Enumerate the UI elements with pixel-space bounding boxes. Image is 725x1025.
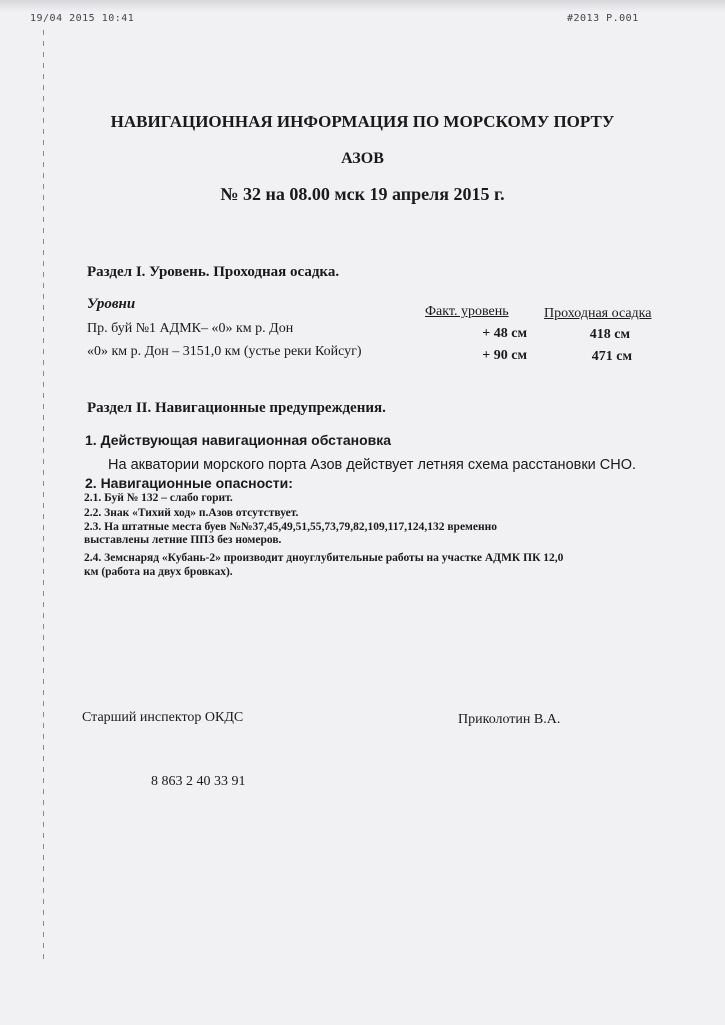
level-row-level: + 48 см [482,326,527,341]
sub2-heading: 2. Навигационные опасности: [85,475,293,491]
level-row-draft: 418 см [589,327,630,342]
hazard-item: 2.1. Буй № 132 – слабо горит. [84,492,233,504]
hazard-item: выставлены летние ППЗ без номеров. [84,534,282,546]
hazard-item: 2.4. Земснаряд «Кубань-2» производит дноуглубительные работы на участке АДМК ПК 12,0 [84,552,564,564]
fold-line [43,30,44,960]
issue-number: № 32 на 08.00 мск 19 апреля 2015 г. [220,184,505,204]
port-name: АЗОВ [341,150,384,167]
level-row-level: + 90 см [482,348,527,363]
fax-header-right: #2013 P.001 [567,13,639,24]
level-row-draft: 471 см [591,349,632,364]
level-row-place: «0» км р. Дон – 3151,0 км (устье реки Койсуг) [87,344,362,359]
levels-label: Уровни [87,296,136,312]
sub1-text: На акватории морского порта Азов действует летняя схема расстановки СНО. [108,457,637,473]
document-title: НАВИГАЦИОННАЯ ИНФОРМАЦИЯ ПО МОРСКОМУ ПОРТУ [110,112,615,131]
signer-position: Старший инспектор ОКДС [82,710,244,725]
col-draft-header: Проходная осадка [544,306,652,321]
sub1-heading: 1. Действующая навигационная обстановка [85,432,392,448]
level-row-place: Пр. буй №1 АДМК– «0» км р. Дон [87,321,294,336]
hazard-item: км (работа на двух бровках). [84,566,233,578]
signer-name: Приколотин В.А. [458,712,561,727]
hazard-item: 2.3. На штатные места буев №№37,45,49,51,55,73,79,82,109,117,124,132 временно [84,521,498,533]
fax-header-left: 19/04 2015 10:41 [30,13,135,24]
hazard-item: 2.2. Знак «Тихий ход» п.Азов отсутствует. [84,507,299,519]
contact-phone: 8 863 2 40 33 91 [151,774,246,789]
col-level-header: Факт. уровень [425,304,509,319]
section2-heading: Раздел II. Навигационные предупреждения. [87,400,386,416]
fax-top-band [0,0,725,12]
section1-heading: Раздел I. Уровень. Проходная осадка. [87,264,340,280]
